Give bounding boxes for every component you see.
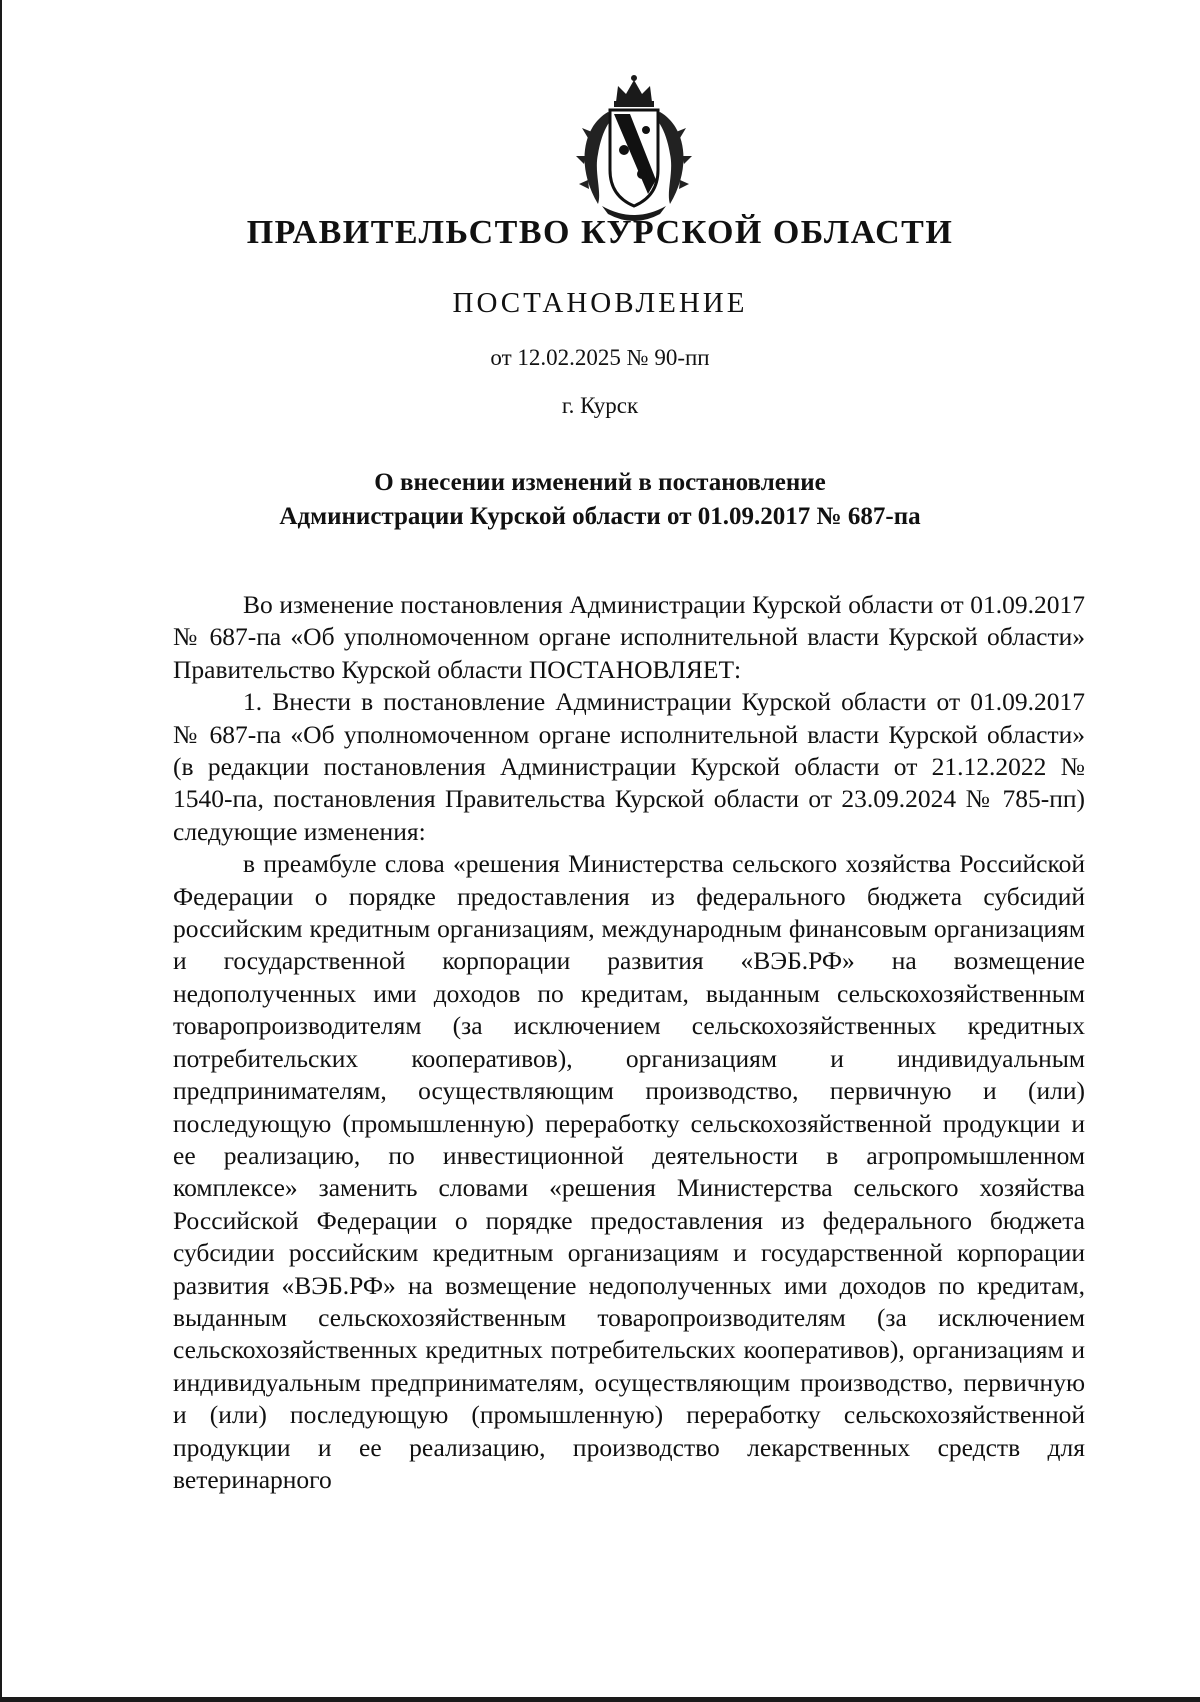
clause-1-paragraph: 1. Внести в постановление Администрации Курской области от 01.09.2017 № 687-па «Об уполномоченном органе исполнительной власти Курской области» (в редакции постановления Администрации Курской области от 21.12.2022 № 1540-па, постановления Правительства Курской области от 23.09.2024 № 785-пп) следующие изменения:: [173, 687, 1085, 846]
document-city: г. Курск: [561, 393, 639, 418]
document-body: [173, 589, 1085, 1496]
scan-bottom-edge: [0, 1697, 1200, 1702]
subject-line-1: О внесении изменений в постановление: [374, 469, 826, 496]
kursk-coat-of-arms-icon: [568, 72, 700, 224]
subject-line-2: Администрации Курской области от 01.09.2017 № 687-па: [279, 503, 921, 530]
document-date-number: от 12.02.2025 № 90-пп: [490, 345, 710, 370]
document-type: ПОСТАНОВЛЕНИЕ: [452, 287, 748, 319]
amendment-paragraph: в преамбуле слова «решения Министерства сельского хозяйства Российской Федерации о порядке предоставления из федерального бюджета субсидий российским кредитным организациям, международным финансовым организациям и государственной корпорации развития «ВЭБ.РФ» на возмещение недополученных ими доходов по кредитам, выданным сельскохозяйственным товаропроизводителям (за исключением сельскохозяйственных кредитных потребительских кооперативов), организациям и индивидуальным предпринимателям, осуществляющим производство, первичную и (или) последующую (промышленную) переработку сельскохозяйственной продукции и ее реализацию, по инвестиционной деятельности в агропромышленном комплексе» заменить словами «решения Министерства сельского хозяйства Российской Федерации о порядке предоставления из федерального бюджета субсидии российским кредитным организациям и государственной корпорации развития «ВЭБ.РФ» на возмещение недополученных ими доходов по кредитам, выданным сельскохозяйственным товаропроизводителям (за исключением сельскохозяйственных кредитных потребительских кооперативов), организациям и индивидуальным предпринимателям, осуществляющим производство, первичную и (или) последующую (промышленную) переработку сельскохозяйственной продукции и ее реализацию, производство лекарственных средств для ветеринарного: [173, 849, 1085, 1494]
scan-left-edge: [0, 0, 2, 1702]
document-subject: [0, 466, 1200, 534]
preamble-paragraph: Во изменение постановления Администрации Курской области от 01.09.2017 № 687-па «Об уполномоченном органе исполнительной власти Курской области» Правительство Курской области ПОСТАНОВЛЯЕТ:: [173, 590, 1085, 684]
organization-title: ПРАВИТЕЛЬСТВО КУРСКОЙ ОБЛАСТИ: [246, 214, 954, 251]
